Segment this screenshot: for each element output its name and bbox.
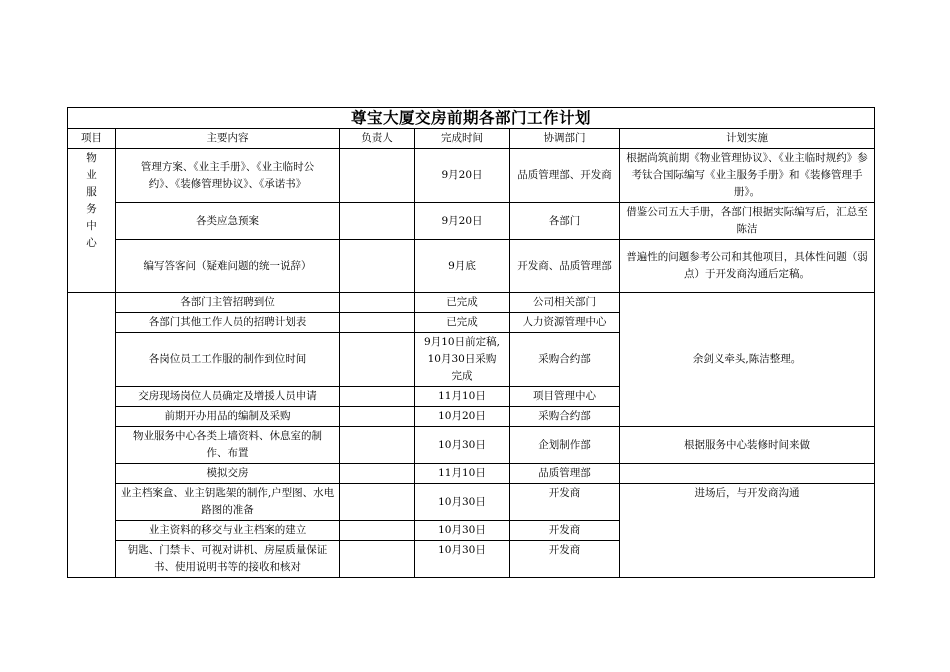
- header-row: [68, 129, 875, 149]
- owner-cell: [340, 427, 415, 464]
- dept-cell: 开发商、品质管理部: [510, 240, 620, 293]
- time-cell: 10月30日: [415, 521, 510, 541]
- content-cell: 管理方案、《业主手册》、《业主临时公约》、《装修管理协议》、《承诺书》: [116, 149, 340, 203]
- category-cell: [68, 149, 116, 293]
- header-dept: 协调部门: [510, 129, 620, 149]
- table-row: [68, 293, 875, 313]
- header-plan: 计划实施: [620, 129, 875, 149]
- table-row: [68, 484, 875, 521]
- time-cell: 10月30日: [415, 541, 510, 578]
- table-row: [68, 149, 875, 203]
- time-cell: 已完成: [415, 293, 510, 313]
- header-project: 项目: [68, 129, 116, 149]
- dept-cell: 品质管理部、开发商: [510, 149, 620, 203]
- content-cell: 各岗位员工工作服的制作到位时间: [116, 333, 340, 387]
- owner-cell: [340, 313, 415, 333]
- time-cell: 9月10日前定稿,10月30日采购完成: [415, 333, 510, 387]
- time-cell: 9月20日: [415, 149, 510, 203]
- table-row: [68, 427, 875, 464]
- title-row: [68, 108, 875, 129]
- table-row: [68, 203, 875, 240]
- owner-cell: [340, 333, 415, 387]
- dept-cell: 采购合约部: [510, 333, 620, 387]
- content-cell: 物业服务中心各类上墙资料、休息室的制作、布置: [116, 427, 340, 464]
- content-cell: 交房现场岗位人员确定及增援人员申请: [116, 387, 340, 407]
- plan-cell-merged: 余剑义牵头,陈洁整理。: [620, 293, 875, 427]
- time-cell: 10月30日: [415, 427, 510, 464]
- plan-cell: 普遍性的问题参考公司和其他项目，具体性问题（弱点）于开发商沟通后定稿。: [620, 240, 875, 293]
- work-plan-table: [67, 107, 875, 578]
- content-cell: 各部门主管招聘到位: [116, 293, 340, 313]
- owner-cell: [340, 203, 415, 240]
- owner-cell: [340, 541, 415, 578]
- owner-cell: [340, 464, 415, 484]
- plan-cell: 根据服务中心装修时间来做: [620, 427, 875, 464]
- dept-cell: 开发商: [510, 521, 620, 541]
- header-owner: 负责人: [340, 129, 415, 149]
- content-cell: 各类应急预案: [116, 203, 340, 240]
- owner-cell: [340, 149, 415, 203]
- owner-cell: [340, 240, 415, 293]
- time-cell: 10月30日: [415, 484, 510, 521]
- plan-cell-merged: 进场后，与开发商沟通: [620, 484, 875, 578]
- dept-cell: 各部门: [510, 203, 620, 240]
- dept-cell: 项目管理中心: [510, 387, 620, 407]
- time-cell: 11月10日: [415, 387, 510, 407]
- content-cell: 模拟交房: [116, 464, 340, 484]
- dept-cell: 开发商: [510, 541, 620, 578]
- plan-cell: 借鉴公司五大手册，各部门根据实际编写后，汇总至陈洁: [620, 203, 875, 240]
- table-row: [68, 240, 875, 293]
- owner-cell: [340, 387, 415, 407]
- time-cell: 9月20日: [415, 203, 510, 240]
- dept-cell: 公司相关部门: [510, 293, 620, 313]
- dept-cell: 企划制作部: [510, 427, 620, 464]
- owner-cell: [340, 407, 415, 427]
- time-cell: 9月底: [415, 240, 510, 293]
- dept-cell: 人力资源管理中心: [510, 313, 620, 333]
- time-cell: 10月20日: [415, 407, 510, 427]
- category-cell-continued: [68, 293, 116, 578]
- dept-cell: 开发商: [510, 484, 620, 521]
- table-row: [68, 464, 875, 484]
- content-cell: 各部门其他工作人员的招聘计划表: [116, 313, 340, 333]
- header-content: 主要内容: [116, 129, 340, 149]
- time-cell: 11月10日: [415, 464, 510, 484]
- document-title: 尊宝大厦交房前期各部门工作计划: [68, 108, 875, 129]
- dept-cell: 采购合约部: [510, 407, 620, 427]
- category-label: 物业服务中心: [86, 152, 97, 249]
- owner-cell: [340, 293, 415, 313]
- owner-cell: [340, 484, 415, 521]
- owner-cell: [340, 521, 415, 541]
- content-cell: 钥匙、门禁卡、可视对讲机、房屋质量保证书、使用说明书等的接收和核对: [116, 541, 340, 578]
- dept-cell: 品质管理部: [510, 464, 620, 484]
- header-time: 完成时间: [415, 129, 510, 149]
- plan-cell: [620, 464, 875, 484]
- content-cell: 业主档案盒、业主钥匙架的制作,户型图、水电路图的准备: [116, 484, 340, 521]
- content-cell: 编写答客问（疑难问题的统一说辞）: [116, 240, 340, 293]
- content-cell: 前期开办用品的编制及采购: [116, 407, 340, 427]
- time-cell: 已完成: [415, 313, 510, 333]
- plan-cell: 根据尚筑前期《物业管理协议》、《业主临时规约》参考钛合国际编写《业主服务手册》和《装修管理手册》。: [620, 149, 875, 203]
- content-cell: 业主资料的移交与业主档案的建立: [116, 521, 340, 541]
